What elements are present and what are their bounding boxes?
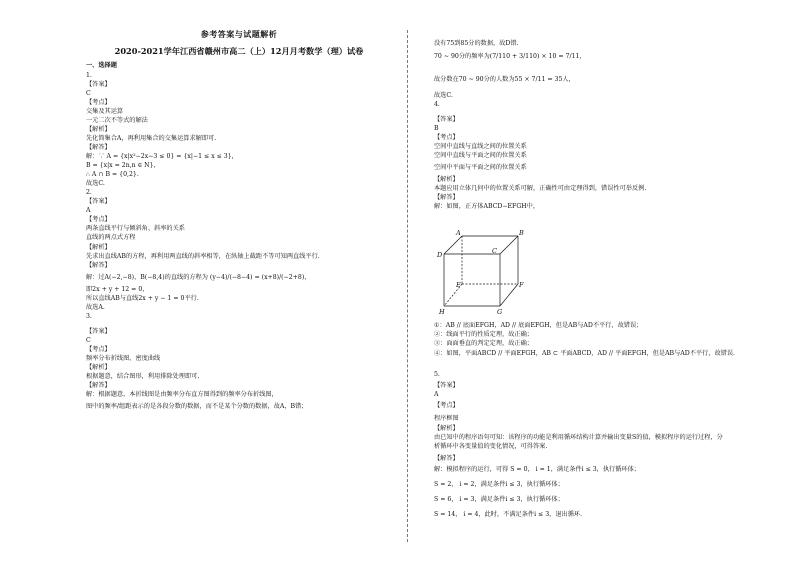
text-line: 解：∵ A = {x|x²−2x−3 ≤ 0} = {x|−1 ≤ x ≤ 3}， bbox=[86, 153, 238, 160]
text-line: 析循环中各变量值的变化情况，可得答案. bbox=[434, 443, 548, 450]
text-line: 即2x + y + 12 = 0， bbox=[86, 286, 149, 293]
text-line: 解：过A(−2,−8)，B(−8,4)的直线的方程为 (y−4)/(−8−4) = (x+8)/(−2+8)， bbox=[86, 274, 311, 281]
text-line: 根据题意，结合图形，利用排除处理即可. bbox=[86, 373, 200, 380]
cube-label-a: A bbox=[456, 229, 461, 237]
cube-label-d: D bbox=[437, 251, 443, 259]
text-line: 【解答】 bbox=[86, 262, 111, 269]
text-line: C bbox=[86, 90, 91, 97]
cube-label-c: C bbox=[492, 247, 497, 255]
text-line: 4. bbox=[434, 101, 440, 108]
cube-label-g: G bbox=[497, 308, 503, 316]
text-line: ④：如图，平面ABCD // 平面EFGH，AB ⊂ 平面ABCD，AD // 平面EFGH，但是AB与AD不平行，故错误. bbox=[434, 350, 736, 357]
text-line: ②：线面平行的性质定理，故正确； bbox=[434, 331, 533, 338]
text-line: 【答案】 bbox=[434, 116, 459, 123]
cube-edge-gf bbox=[500, 284, 518, 306]
text-line: 2. bbox=[86, 189, 92, 196]
text-line: 【解析】 bbox=[434, 425, 459, 432]
text-line: 【考点】 bbox=[86, 216, 111, 223]
text-line: 【解答】 bbox=[434, 194, 459, 201]
text-line: 程序框图 bbox=[434, 415, 459, 422]
text-line: 【考点】 bbox=[434, 402, 459, 409]
text-line: 一元二次不等式的解法 bbox=[86, 117, 148, 124]
text-line: 直线的两点式方程 bbox=[86, 234, 136, 241]
text-line: A bbox=[434, 391, 439, 398]
text-line: S = 2， i = 2，满足条件i ≤ 3，执行循环体； bbox=[434, 481, 564, 488]
text-line: 1. bbox=[86, 72, 92, 79]
text-line: 【解析】 bbox=[86, 244, 111, 251]
text-line: S = 14， i = 4，此时，不满足条件i ≤ 3，退出循环. bbox=[434, 511, 583, 518]
cube-diagram bbox=[434, 228, 524, 318]
text-line: 70 ~ 90分的频率为(7/110 + 3/110) × 10 = 7/11， bbox=[434, 53, 586, 60]
text-line: 两条直线平行与倾斜角、斜率的关系 bbox=[86, 225, 185, 232]
text-line: 【答案】 bbox=[86, 81, 111, 88]
text-line: 解：根据题意，本折线图是由频率分布直方图得到的频率分布折线图， bbox=[86, 391, 278, 398]
text-line: 空间中直线与平面之间的位置关系 bbox=[434, 152, 527, 159]
text-line: 【解析】 bbox=[86, 364, 111, 371]
text-line: 【答案】 bbox=[86, 198, 111, 205]
text-line: 没有75到85分的数据，故D错. bbox=[434, 40, 519, 47]
cube-label-b: B bbox=[519, 229, 524, 237]
text-line: 先化简集合A，再利用集合的交集运算求解即可. bbox=[86, 135, 217, 142]
text-line: 故分数在70 ~ 90分的人数为55 × 7/11 = 35人， bbox=[434, 76, 575, 83]
column-divider bbox=[407, 30, 409, 542]
text-line: 【考点】 bbox=[86, 99, 111, 106]
text-line: ∴ A ∩ B = {0,2}. bbox=[86, 171, 139, 178]
cube-edge-ad bbox=[444, 236, 462, 254]
text-line: 故选A. bbox=[86, 304, 105, 311]
text-line: 空间中直线与直线之间的位置关系 bbox=[434, 143, 527, 150]
text-line: 3. bbox=[86, 313, 92, 320]
text-line: 【解答】 bbox=[86, 144, 111, 151]
text-line: S = 6， i = 3，满足条件i ≤ 3，执行循环体； bbox=[434, 496, 564, 503]
text-line: 解：如图，正方体ABCD−EFGH中， bbox=[434, 203, 540, 210]
cube-label-f: F bbox=[519, 281, 524, 289]
text-line: 解：模拟程序的运行，可得 S = 0， i = 1，满足条件i ≤ 3，执行循环体； bbox=[434, 466, 640, 473]
section-heading: 一、选择题 bbox=[86, 62, 117, 69]
text-line: 所以直线AB与直线2x + y − 1 = 0平行. bbox=[86, 295, 199, 302]
text-line: 图中的频率/组距表示的是各段分数的数据，而不是某个分数的数据，故A，B错； bbox=[86, 403, 308, 410]
text-line: B bbox=[434, 125, 439, 132]
text-line: 本题应用立体几何中的位置关系可解，正确性可由定理得到，错误性可举反例. bbox=[434, 185, 647, 192]
cube-edge-bc bbox=[500, 236, 518, 254]
text-line: 由已知中的程序语句可知：该程序的功能是利用循环结构计算并输出变量S的值，模拟程序的运行过程，分 bbox=[434, 434, 723, 441]
text-line: 【考点】 bbox=[86, 346, 111, 353]
text-line: 频率分布折线图、密度曲线 bbox=[86, 355, 161, 362]
text-line: 空间中平面与平面之间的位置关系 bbox=[434, 164, 527, 171]
text-line: 【答案】 bbox=[86, 328, 111, 335]
document-subtitle: 2020-2021学年江西省赣州市高二（上）12月月考数学（理）试卷 bbox=[114, 46, 364, 56]
text-line: 先求出直线AB的方程，再利用两直线的斜率相等，在纵轴上截距不等可知两直线平行. bbox=[86, 253, 320, 260]
text-line: 【解析】 bbox=[86, 126, 111, 133]
text-line: 5. bbox=[434, 371, 440, 378]
text-line: 故选C. bbox=[434, 92, 453, 99]
cube-label-h: H bbox=[439, 308, 445, 316]
text-line: 【答案】 bbox=[434, 382, 459, 389]
text-line: 【解答】 bbox=[86, 382, 111, 389]
text-line: 故选C. bbox=[86, 180, 105, 187]
document-title: 参考答案与试题解析 bbox=[200, 29, 278, 39]
text-line: 【解答】 bbox=[434, 455, 459, 462]
text-line: 【解析】 bbox=[434, 176, 459, 183]
text-line: B = {x|x = 2n,n ∈ N}， bbox=[86, 162, 160, 169]
text-line: C bbox=[86, 337, 91, 344]
text-line: 【考点】 bbox=[434, 134, 459, 141]
text-line: ③：面面垂直的判定定理，故正确； bbox=[434, 340, 533, 347]
text-line: A bbox=[86, 207, 91, 214]
text-line: ①：AB // 底面EFGH，AD // 底面EFGH，但是AB与AD不平行，故错误； bbox=[434, 322, 643, 329]
text-line: 交集及其运算 bbox=[86, 108, 124, 115]
cube-label-e: E bbox=[456, 281, 461, 289]
